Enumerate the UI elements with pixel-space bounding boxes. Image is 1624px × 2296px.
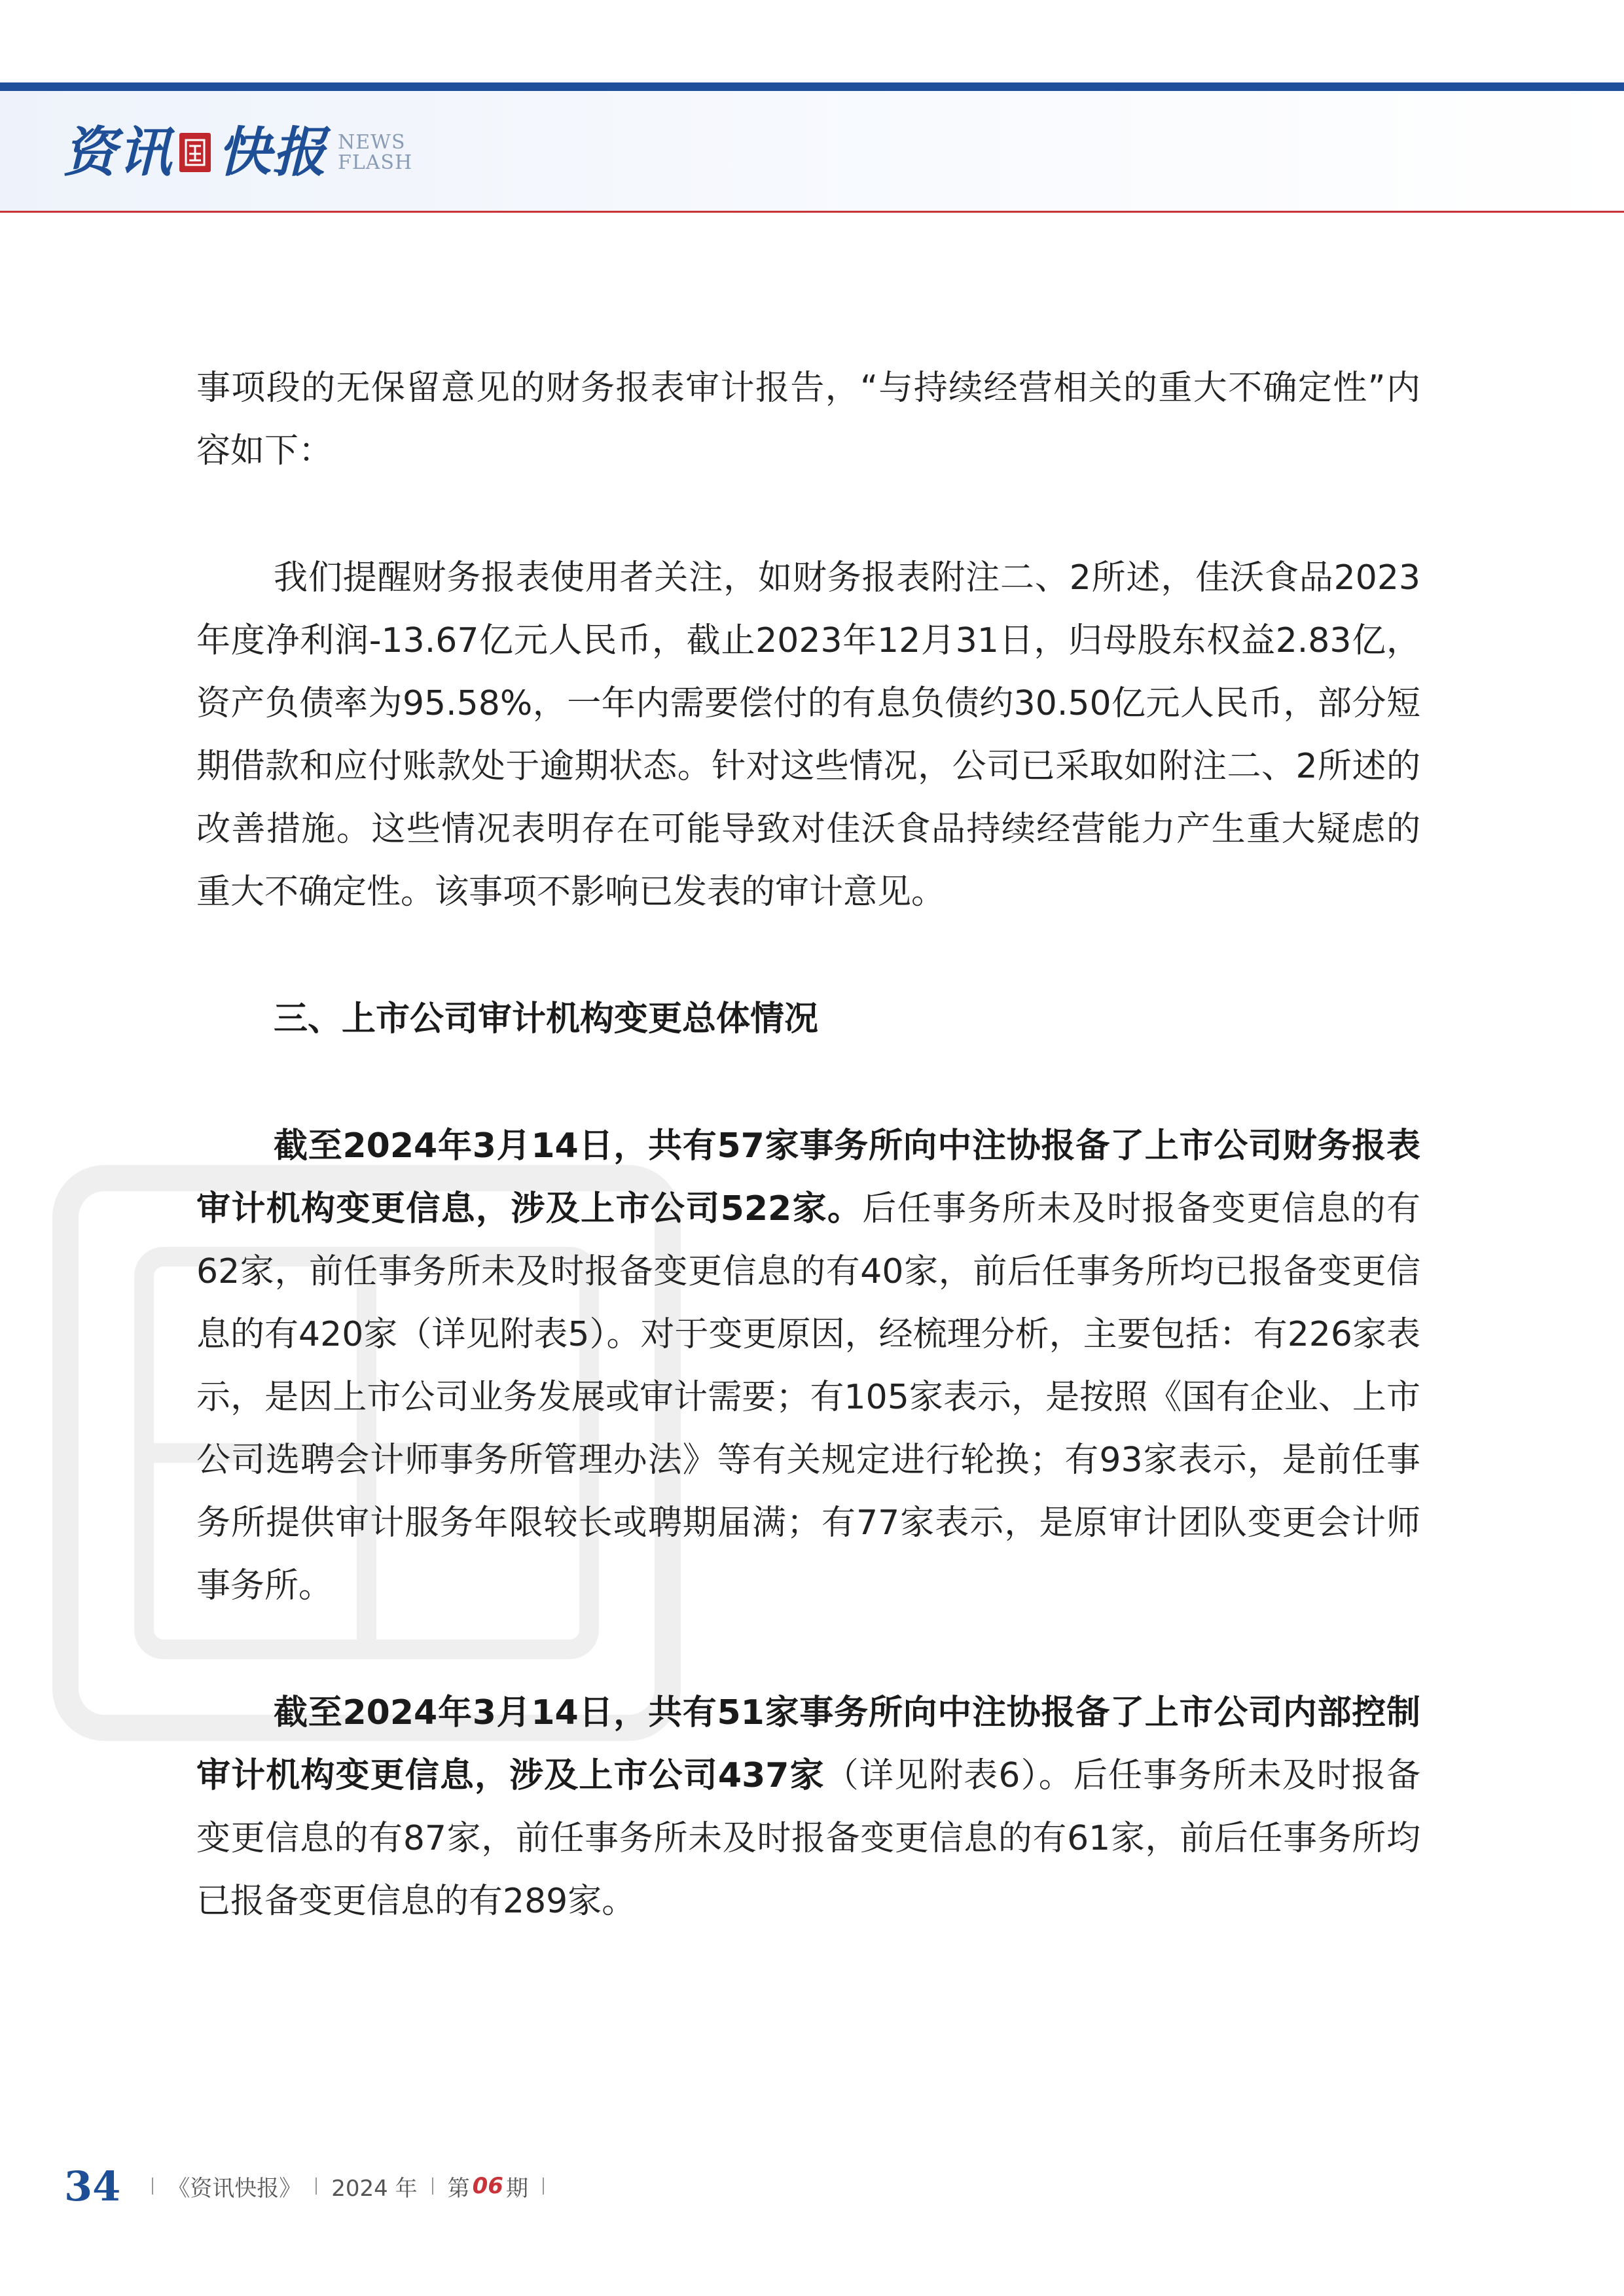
- masthead: [63, 117, 412, 188]
- paragraph-4-emphasis: 截至2024年3月14日，共有51家事务所向中注协报备了上市公司内部控制审计机构变更信息，涉及上市公司437家: [196, 1693, 1420, 1795]
- masthead-english: [338, 132, 412, 173]
- publication-year: 2024 年: [331, 2175, 418, 2202]
- seal-stamp-icon: [179, 133, 211, 172]
- issue-prefix: 第: [447, 2175, 470, 2202]
- publication-name: 《资讯快报》: [168, 2175, 302, 2202]
- paragraph-1: 事项段的无保留意见的财务报表审计报告，“与持续经营相关的重大不确定性”内容如下：: [196, 368, 1420, 471]
- masthead-title-part1: 资讯: [63, 121, 173, 184]
- masthead-title-part2: 快报: [217, 121, 327, 184]
- issue-number: 06: [472, 2173, 503, 2199]
- footer-separator: [316, 2178, 317, 2195]
- section-heading: 三、上市公司审计机构变更总体情况: [274, 999, 819, 1039]
- paragraph-4-text: （详见附表6）。后任事务所未及时报备变更信息的有87家，前任事务所未及时报备变更信息的有61家，前后任事务所均已报备变更信息的有289家。: [196, 1756, 1420, 1921]
- footer-separator: [543, 2178, 544, 2195]
- paragraph-3-text: 后任事务所未及时报备变更信息的有62家，前任事务所未及时报备变更信息的有40家，前后任事务所均已报备变更信息的有420家（详见附表5）。对于变更原因，经梳理分析，主要包括：有226家表示，是因上市公司业务发展或审计需要；有105家表示，是按照《国有企业、上市公司选聘会计师事务所管理办法》等有关规定进行轮换；有93家表示，是前任事务所提供审计服务年限较长或聘期届满；有77家表示，是原审计团队变更会计师事务所。: [196, 1189, 1420, 1605]
- footer-separator: [432, 2178, 433, 2195]
- header-divider: [0, 211, 1624, 213]
- article-body: [196, 357, 1420, 1933]
- page-number: 34: [64, 2162, 121, 2210]
- paragraph-3-emphasis: 截至2024年3月14日，共有57家事务所向中注协报备了上市公司财务报表审计机构变更信息，涉及上市公司522家。: [196, 1126, 1420, 1229]
- paragraph-3: [196, 1115, 1420, 1617]
- paragraph-2: 我们提醒财务报表使用者关注，如财务报表附注二、2所述，佳沃食品2023年度净利润-13.67亿元人民币，截止2023年12月31日，归母股东权益2.83亿，资产负债率为95.58%，一年内需要偿付的有息负债约30.50亿元人民币，部分短期借款和应付账款处于逾期状态。针对这些情况，公司已采取如附注二、2所述的改善措施。这些情况表明存在可能导致对佳沃食品持续经营能力产生重大疑虑的重大不确定性。该事项不影响已发表的审计意见。: [196, 558, 1420, 912]
- page-footer: [64, 2160, 558, 2212]
- paragraph-4: [196, 1681, 1420, 1933]
- masthead-english-line1: NEWS: [338, 131, 406, 154]
- masthead-english-line2: FLASH: [338, 151, 413, 174]
- footer-separator: [152, 2178, 153, 2195]
- issue-suffix: 期: [505, 2175, 528, 2202]
- header-top-bar: [0, 82, 1624, 91]
